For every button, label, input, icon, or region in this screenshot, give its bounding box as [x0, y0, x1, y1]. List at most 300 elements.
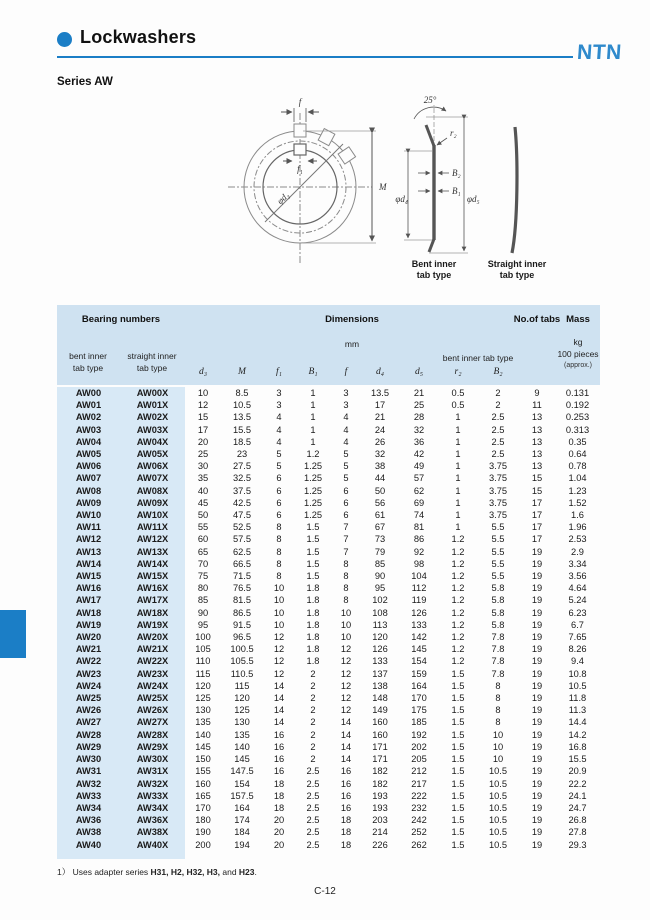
value-cell: 104	[411, 571, 427, 582]
value-cell: 1	[310, 436, 316, 447]
value-cell: 85	[197, 595, 209, 606]
value-cell: 192	[411, 729, 427, 740]
value-cell: 0.131	[565, 388, 590, 398]
value-cell: 102	[372, 595, 388, 606]
value-cell: 25	[413, 400, 425, 411]
value-cell: 0.313	[565, 424, 590, 435]
bearing-number-bent-cell: AW09	[57, 497, 120, 509]
filler-cell	[399, 851, 439, 859]
value-cell: 12	[340, 668, 352, 679]
value-cell: 44	[374, 473, 386, 484]
value-cell: 98	[413, 558, 425, 569]
value-cell: 19	[531, 571, 543, 582]
series-heading: Series AW	[57, 76, 113, 88]
value-cell: 24	[374, 424, 386, 435]
value-cell: 13	[531, 424, 543, 435]
value-cell: 8	[495, 680, 501, 691]
bearing-number-bent-cell: AW07	[57, 472, 120, 484]
filler-cell	[221, 851, 263, 859]
bearing-number-straight-cell: AW03X	[120, 424, 185, 436]
value-cell: 170	[195, 802, 211, 813]
value-cell: 4	[276, 436, 282, 447]
value-cell: 3	[276, 400, 282, 411]
value-cell: 14	[273, 680, 285, 691]
value-cell: 110	[195, 656, 211, 667]
value-cell: 185	[411, 717, 427, 728]
value-cell: 217	[411, 778, 427, 789]
value-cell: 164	[411, 680, 427, 691]
value-cell: 18	[340, 839, 352, 850]
value-cell: 30	[197, 461, 209, 472]
value-cell: 7.8	[491, 644, 505, 655]
value-cell: 42.5	[232, 497, 252, 508]
value-cell: 1	[455, 522, 461, 533]
value-cell: 2	[310, 754, 316, 765]
value-cell: 91.5	[232, 619, 252, 630]
value-cell: 120	[372, 632, 388, 643]
col-bent-line1: bent inner	[69, 351, 107, 361]
value-cell: 16	[340, 766, 352, 777]
value-cell: 2.5	[306, 802, 320, 813]
footnote-series-bold: H31, H2, H32, H3,	[150, 867, 220, 877]
value-cell: 10.5	[488, 839, 508, 850]
value-cell: 2	[310, 741, 316, 752]
value-cell: 8	[495, 693, 501, 704]
value-cell: 2	[495, 400, 501, 411]
value-cell: 232	[411, 802, 427, 813]
value-cell: 67	[374, 522, 386, 533]
value-cell: 0.192	[565, 400, 590, 411]
value-cell: 71.5	[232, 571, 252, 582]
value-cell: 120	[195, 680, 211, 691]
bearing-number-straight-cell: AW32X	[120, 778, 185, 790]
value-cell: 66.5	[232, 558, 252, 569]
bearing-number-bent-cell: AW08	[57, 485, 120, 497]
value-cell: 226	[372, 839, 388, 850]
value-cell: 19	[531, 668, 543, 679]
bearing-number-straight-cell: AW22X	[120, 655, 185, 667]
value-cell: 1.5	[306, 558, 320, 569]
value-cell: 19	[531, 632, 543, 643]
value-cell: 27.8	[568, 827, 587, 838]
value-cell: 113	[372, 619, 388, 630]
value-cell: 17	[531, 497, 543, 508]
value-cell: 9	[534, 388, 540, 398]
label-d4: φd₄	[395, 194, 408, 204]
value-cell: 133	[411, 619, 427, 630]
table-row	[57, 704, 600, 716]
value-cell: 10.5	[488, 766, 508, 777]
value-cell: 4.64	[568, 583, 587, 594]
value-cell: 2.5	[306, 827, 320, 838]
value-cell: 16	[340, 790, 352, 801]
value-cell: 17	[197, 424, 209, 435]
filler-cell	[331, 851, 361, 859]
symbol-f1: f₁	[276, 367, 282, 377]
value-cell: 190	[195, 827, 211, 838]
value-cell: 81	[413, 522, 425, 533]
value-cell: 12	[273, 644, 285, 655]
value-cell: 133	[372, 656, 388, 667]
value-cell: 6.7	[571, 619, 584, 630]
value-cell: 12	[273, 632, 285, 643]
value-cell: 10	[273, 619, 285, 630]
value-cell: 79	[374, 546, 386, 557]
value-cell: 19	[531, 558, 543, 569]
value-cell: 12	[340, 693, 352, 704]
table-row	[57, 765, 600, 777]
value-cell: 5	[276, 449, 282, 460]
value-cell: 14	[273, 693, 285, 704]
bearing-number-bent-cell: AW01	[57, 399, 120, 411]
value-cell: 19	[531, 839, 543, 850]
value-cell: 1.2	[451, 619, 465, 630]
table-row	[57, 619, 600, 631]
value-cell: 45	[197, 497, 209, 508]
value-cell: 12	[340, 644, 352, 655]
value-cell: 126	[411, 607, 427, 618]
value-cell: 2.5	[306, 839, 320, 850]
lockwasher-technical-drawing	[0, 95, 650, 290]
page-edge-index-marker	[0, 610, 26, 658]
value-cell: 138	[372, 680, 388, 691]
filler-cell	[295, 851, 331, 859]
value-cell: 171	[372, 754, 388, 765]
unit-approx: (approx.)	[563, 362, 593, 369]
value-cell: 8	[276, 546, 282, 557]
value-cell: 2	[310, 717, 316, 728]
value-cell: 142	[411, 632, 427, 643]
value-cell: 6.23	[568, 607, 587, 618]
value-cell: 32.5	[232, 473, 252, 484]
footnote	[57, 866, 257, 878]
table-row	[57, 802, 600, 814]
bearing-number-bent-cell: AW10	[57, 509, 120, 521]
header-no-of-tabs: No.of tabs	[513, 314, 561, 325]
value-cell: 3	[343, 400, 349, 411]
value-cell: 6	[276, 510, 282, 521]
value-cell: 16.8	[568, 741, 587, 752]
value-cell: 73	[374, 534, 386, 545]
value-cell: 1.8	[306, 607, 320, 618]
dimension-table-grid	[57, 387, 600, 859]
col-bent-tab-group: bent inner tab type	[442, 353, 514, 363]
value-cell: 92	[413, 546, 425, 557]
value-cell: 5	[343, 461, 349, 472]
value-cell: 14.2	[568, 729, 587, 740]
symbol-B2: B₂	[493, 367, 503, 377]
value-cell: 95	[374, 583, 386, 594]
bearing-number-bent-cell: AW31	[57, 765, 120, 777]
value-cell: 19	[531, 815, 543, 826]
value-cell: 60	[197, 534, 209, 545]
value-cell: 19	[531, 595, 543, 606]
bearing-number-straight-cell: AW02X	[120, 411, 185, 423]
bearing-number-bent-cell: AW11	[57, 521, 120, 533]
value-cell: 1	[455, 412, 461, 423]
value-cell: 14.4	[568, 717, 587, 728]
value-cell: 0.5	[451, 388, 465, 398]
value-cell: 193	[372, 802, 388, 813]
value-cell: 10.5	[488, 802, 508, 813]
value-cell: 160	[195, 778, 211, 789]
table-row	[57, 668, 600, 680]
value-cell: 1	[455, 510, 461, 521]
value-cell: 1.8	[306, 644, 320, 655]
value-cell: 56	[374, 497, 386, 508]
value-cell: 2	[310, 729, 316, 740]
table-row	[57, 607, 600, 619]
caption-straight-line2: tab type	[499, 270, 535, 280]
value-cell: 130	[234, 717, 250, 728]
header-dimensions: Dimensions	[325, 314, 379, 325]
value-cell: 1.8	[306, 595, 320, 606]
value-cell: 105	[195, 644, 211, 655]
bearing-number-bent-cell: AW16	[57, 582, 120, 594]
value-cell: 90	[374, 571, 386, 582]
value-cell: 5.5	[491, 534, 505, 545]
value-cell: 147.5	[230, 766, 254, 777]
value-cell: 1.5	[306, 522, 320, 533]
bearing-number-bent-cell: AW26	[57, 704, 120, 716]
value-cell: 10	[340, 632, 352, 643]
value-cell: 126	[372, 644, 388, 655]
value-cell: 12	[340, 680, 352, 691]
bearing-number-straight-cell: AW04X	[120, 436, 185, 448]
value-cell: 28	[413, 412, 425, 423]
value-cell: 19	[531, 827, 543, 838]
value-cell: 1.5	[451, 705, 465, 716]
value-cell: 37.5	[232, 485, 252, 496]
value-cell: 13.5	[232, 412, 252, 423]
table-row	[57, 424, 600, 436]
bearing-number-straight-cell: AW18X	[120, 607, 185, 619]
table-row	[57, 399, 600, 411]
value-cell: 10.5	[232, 400, 252, 411]
bearing-number-bent-cell: AW34	[57, 802, 120, 814]
value-cell: 11.8	[568, 693, 587, 704]
symbol-r2: r₂	[454, 367, 462, 377]
table-row	[57, 448, 600, 460]
value-cell: 8	[276, 534, 282, 545]
value-cell: 1	[455, 436, 461, 447]
bearing-number-bent-cell: AW25	[57, 692, 120, 704]
bearing-number-bent-cell: AW15	[57, 570, 120, 582]
bearing-number-straight-cell: AW25X	[120, 692, 185, 704]
value-cell: 8	[343, 583, 349, 594]
bearing-number-bent-cell: AW04	[57, 436, 120, 448]
value-cell: 21	[413, 388, 425, 398]
label-B2: B₂	[452, 168, 461, 178]
value-cell: 19	[531, 607, 543, 618]
value-cell: 11.3	[568, 705, 587, 716]
value-cell: 7	[343, 522, 349, 533]
value-cell: 8	[495, 705, 501, 716]
bearing-number-bent-cell: AW20	[57, 631, 120, 643]
value-cell: 16	[273, 766, 285, 777]
value-cell: 10	[273, 595, 285, 606]
label-r2: r₂	[450, 128, 457, 138]
table-row	[57, 814, 600, 826]
symbol-d5: d₅	[414, 367, 424, 377]
value-cell: 10.8	[568, 668, 587, 679]
bearing-number-bent-cell: AW05	[57, 448, 120, 460]
table-row	[57, 729, 600, 741]
value-cell: 1.5	[306, 534, 320, 545]
value-cell: 1.5	[451, 815, 465, 826]
value-cell: 1.04	[568, 473, 587, 484]
bearing-number-straight-cell: AW15X	[120, 570, 185, 582]
bearing-number-bent-cell: AW18	[57, 607, 120, 619]
header-bearing-numbers: Bearing numbers	[81, 314, 161, 325]
value-cell: 1.8	[306, 583, 320, 594]
value-cell: 1	[310, 424, 316, 435]
value-cell: 1.2	[451, 644, 465, 655]
value-cell: 10.5	[488, 815, 508, 826]
value-cell: 1.5	[451, 790, 465, 801]
value-cell: 7	[343, 546, 349, 557]
table-row	[57, 546, 600, 558]
value-cell: 27.5	[232, 461, 252, 472]
value-cell: 159	[411, 668, 427, 679]
symbol-B1: B₁	[308, 367, 318, 377]
value-cell: 2.5	[491, 436, 505, 447]
value-cell: 262	[411, 839, 427, 850]
value-cell: 12	[340, 705, 352, 716]
value-cell: 15.5	[232, 424, 252, 435]
value-cell: 2.5	[491, 424, 505, 435]
bearing-number-bent-cell: AW24	[57, 680, 120, 692]
value-cell: 69	[413, 497, 425, 508]
value-cell: 49	[413, 461, 425, 472]
value-cell: 6	[276, 473, 282, 484]
filler-cell	[361, 851, 399, 859]
value-cell: 6	[343, 485, 349, 496]
value-cell: 80	[197, 583, 209, 594]
value-cell: 7	[343, 534, 349, 545]
value-cell: 15	[531, 473, 543, 484]
header-mass: Mass	[566, 314, 590, 325]
value-cell: 40	[197, 485, 209, 496]
value-cell: 61	[374, 510, 386, 521]
value-cell: 5.5	[491, 546, 505, 557]
value-cell: 19	[531, 766, 543, 777]
bearing-number-straight-cell: AW29X	[120, 741, 185, 753]
value-cell: 1.2	[451, 607, 465, 618]
value-cell: 8	[343, 595, 349, 606]
value-cell: 5.8	[491, 607, 505, 618]
value-cell: 12	[273, 656, 285, 667]
unit-mm: mm	[344, 339, 360, 349]
value-cell: 57	[413, 473, 425, 484]
value-cell: 7.65	[568, 632, 587, 643]
bearing-number-bent-cell: AW13	[57, 546, 120, 558]
value-cell: 1	[310, 400, 316, 411]
value-cell: 145	[411, 644, 427, 655]
value-cell: 17	[374, 400, 386, 411]
value-cell: 203	[372, 815, 388, 826]
value-cell: 20	[197, 436, 209, 447]
value-cell: 119	[411, 595, 427, 606]
bearing-number-straight-cell: AW05X	[120, 448, 185, 460]
bearing-number-straight-cell: AW27X	[120, 716, 185, 728]
value-cell: 8	[276, 522, 282, 533]
table-row	[57, 741, 600, 753]
bearing-number-straight-cell: AW14X	[120, 558, 185, 570]
bearing-number-straight-cell: AW08X	[120, 485, 185, 497]
value-cell: 0.78	[568, 461, 587, 472]
table-row	[57, 521, 600, 533]
bearing-number-bent-cell: AW12	[57, 533, 120, 545]
bearing-number-straight-cell: AW07X	[120, 472, 185, 484]
value-cell: 1.5	[451, 766, 465, 777]
value-cell: 4	[343, 412, 349, 423]
bearing-number-straight-cell: AW30X	[120, 753, 185, 765]
value-cell: 5	[276, 461, 282, 472]
value-cell: 90	[197, 607, 209, 618]
value-cell: 2	[310, 705, 316, 716]
value-cell: 6	[343, 510, 349, 521]
value-cell: 4	[343, 436, 349, 447]
value-cell: 29.3	[568, 839, 587, 850]
bearing-number-bent-cell: AW03	[57, 424, 120, 436]
table-row	[57, 790, 600, 802]
value-cell: 10	[340, 619, 352, 630]
filler-cell	[555, 851, 600, 859]
value-cell: 1.2	[451, 656, 465, 667]
header-rule	[57, 56, 573, 58]
value-cell: 14	[273, 717, 285, 728]
bearing-number-bent-cell: AW02	[57, 411, 120, 423]
value-cell: 19	[531, 729, 543, 740]
value-cell: 8.5	[235, 388, 249, 398]
bearing-number-bent-cell: AW32	[57, 778, 120, 790]
value-cell: 1	[455, 449, 461, 460]
value-cell: 13	[531, 449, 543, 460]
bearing-number-straight-cell: AW16X	[120, 582, 185, 594]
value-cell: 76.5	[232, 583, 252, 594]
value-cell: 6	[276, 497, 282, 508]
value-cell: 160	[372, 717, 388, 728]
value-cell: 2	[310, 680, 316, 691]
table-row	[57, 558, 600, 570]
value-cell: 38	[374, 461, 386, 472]
value-cell: 24.1	[568, 790, 587, 801]
value-cell: 115	[234, 680, 250, 691]
col-straight-line1: straight inner	[127, 351, 177, 361]
value-cell: 1.8	[306, 619, 320, 630]
value-cell: 130	[195, 705, 211, 716]
value-cell: 47.5	[232, 510, 252, 521]
value-cell: 14	[340, 754, 352, 765]
table-row	[57, 778, 600, 790]
value-cell: 5.5	[491, 558, 505, 569]
table-row	[57, 472, 600, 484]
value-cell: 5.5	[491, 571, 505, 582]
value-cell: 10.5	[568, 680, 587, 691]
caption-bent-line2: tab type	[416, 270, 452, 280]
footnote-text: 1） Uses adapter series	[57, 867, 151, 877]
value-cell: 14	[340, 717, 352, 728]
value-cell: 2.5	[306, 766, 320, 777]
table-row	[57, 716, 600, 728]
bearing-number-straight-cell: AW33X	[120, 790, 185, 802]
table-row	[57, 582, 600, 594]
bearing-number-straight-cell: AW21X	[120, 643, 185, 655]
value-cell: 1.5	[451, 668, 465, 679]
table-row	[57, 509, 600, 521]
page-title: Lockwashers	[80, 27, 197, 47]
